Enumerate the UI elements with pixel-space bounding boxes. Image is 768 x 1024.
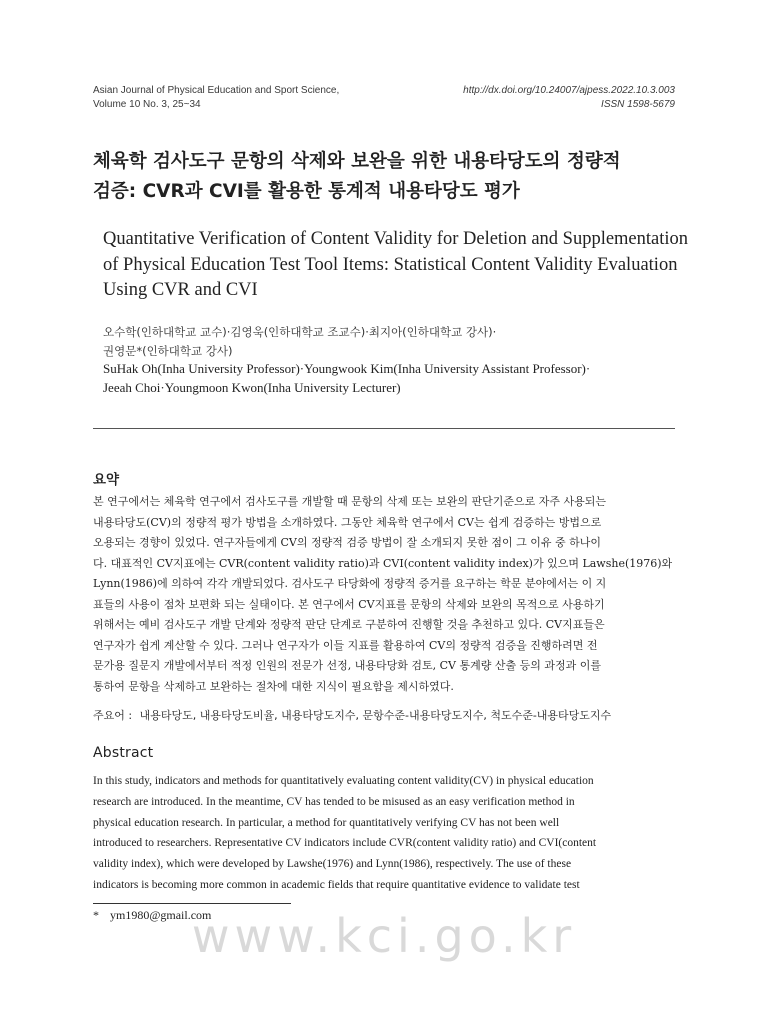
abstract-korean-line: 문가용 질문지 개발에서부터 적정 인원의 전문가 선정, 내용타당화 검토, CV 통계량 산출 등의 과정과 이를 xyxy=(93,659,601,672)
issn: ISSN 1598-5679 xyxy=(601,98,675,110)
abstract-korean-line: 연구자가 쉽게 계산할 수 있다. 그러나 연구자가 이들 지표를 활용하여 CV의 정량적 검증을 진행하려면 전 xyxy=(93,638,598,652)
doi-link[interactable]: http://dx.doi.org/10.24007/ajpess.2022.10.3.003 xyxy=(463,85,675,96)
title-korean xyxy=(93,147,683,207)
abstract-english-line: research are introduced. In the meantime, CV has tended to be misused as an easy verification method in xyxy=(93,795,575,808)
authors-korean-line: 오수학(인하대학교 교수)·김영욱(인하대학교 조교수)·최지아(인하대학교 강사)· xyxy=(103,325,497,339)
authors-english xyxy=(103,360,683,397)
abstract-english xyxy=(93,771,675,896)
footnote-marker: * xyxy=(93,908,99,922)
title-english-line: Quantitative Verification of Content Validity for Deletion and Supplementation xyxy=(103,229,689,249)
keywords-list: 내용타당도, 내용타당도비율, 내용타당도지수, 문항수준-내용타당도지수, 척도수준-내용타당도지수 xyxy=(139,709,612,722)
abstract-english-line: introduced to researchers. Representative CV indicators include CVR(content validity ratio) and CVI(content xyxy=(93,837,597,850)
kci-watermark: www.kci.go.kr xyxy=(191,909,577,963)
abstract-korean-line: 내용타당도(CV)의 정량적 평가 방법을 소개하였다. 그동안 체육학 연구에서 CV는 쉽게 검증하는 방법으로 xyxy=(93,515,602,529)
footnote-divider xyxy=(93,903,291,904)
keywords-korean xyxy=(93,707,675,725)
authors-english-line: SuHak Oh(Inha University Professor)·Youngwook Kim(Inha University Assistant Professor)· xyxy=(103,361,591,376)
keywords-label: 주요어 : xyxy=(93,709,133,722)
journal-volume: Volume 10 No. 3, 25~34 xyxy=(93,98,201,110)
abstract-english-line: In this study, indicators and methods for quantitatively evaluating content validity(CV) in physical education xyxy=(93,775,594,787)
abstract-english-line: validity index), which were developed by Lawshe(1976) and Lynn(1986), respectively. The use of these xyxy=(93,858,572,871)
abstract-korean xyxy=(93,492,675,697)
abstract-korean-line: 오용되는 경향이 있었다. 연구자들에게 CV의 정량적 검증 방법이 잘 소개되지 못한 점이 그 이유 중 하나이 xyxy=(93,536,601,549)
authors-english-line: Jeeah Choi·Youngmoon Kwon(Inha University Lecturer) xyxy=(103,379,401,395)
title-korean-line: 검증: CVR과 CVI를 활용한 통계적 내용타당도 평가 xyxy=(93,181,520,202)
title-english-line: of Physical Education Test Tool Items: Statistical Content Validity Evaluation xyxy=(103,254,678,275)
title-korean-line: 체육학 검사도구 문항의 삭제와 보완을 위한 내용타당도의 정량적 xyxy=(93,151,621,172)
abstract-korean-line: Lynn(1986)에 의하여 각각 개발되었다. 검사도구 타당화에 정량적 증거를 요구하는 학문 분야에서는 이 지 xyxy=(93,577,607,590)
journal-name: Asian Journal of Physical Education and Sport Science, xyxy=(93,85,340,96)
abstract-korean-line: 다. 대표적인 CV지표에는 CVR(content validity ratio)과 CVI(content validity index)가 있으며 Lawshe(1976)와 xyxy=(93,556,673,570)
title-english xyxy=(103,227,689,304)
abstract-korean-line: 본 연구에서는 체육학 연구에서 검사도구를 개발할 때 문항의 삭제 또는 보완의 판단기준으로 자주 사용되는 xyxy=(93,495,606,508)
authors-korean xyxy=(103,323,663,361)
abstract-korean-line: 통하여 문항을 삭제하고 보완하는 절차에 대한 지식이 필요함을 제시하였다. xyxy=(93,679,454,693)
abstract-korean-line: 표들의 사용이 점차 보편화 되는 실태이다. 본 연구에서 CV지표를 문항의 삭제와 보완의 목적으로 사용하기 xyxy=(93,597,605,611)
abstract-english-heading: Abstract xyxy=(93,745,154,761)
abstract-english-line: physical education research. In particular, a method for quantitatively verifying CV has not been well xyxy=(93,816,560,829)
journal-identifiers xyxy=(463,84,675,111)
abstract-korean-heading: 요약 xyxy=(93,472,120,488)
abstract-english-line: indicators is becoming more common in academic fields that require quantitative evidence to validate test xyxy=(93,878,580,891)
authors-korean-line: 권영문*(인하대학교 강사) xyxy=(103,344,233,358)
title-english-line: Using CVR and CVI xyxy=(103,280,258,300)
abstract-korean-line: 위해서는 예비 검사도구 개발 단계와 정량적 판단 단계로 구분하여 진행할 것을 추천하고 있다. CV지표들은 xyxy=(93,618,605,631)
footnote-email[interactable]: ym1980@gmail.com xyxy=(110,908,212,922)
journal-citation xyxy=(93,84,339,111)
section-divider xyxy=(93,428,675,429)
